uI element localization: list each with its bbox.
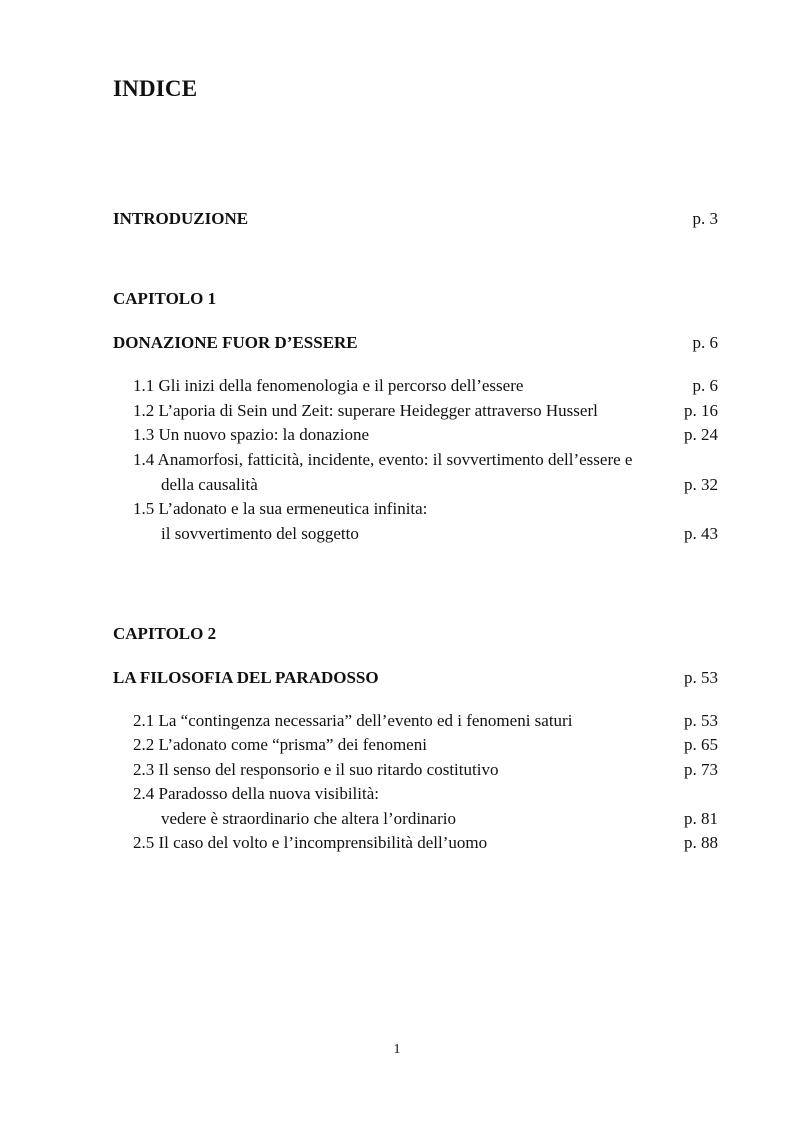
- toc-entry-1-4-page: p. 32: [684, 475, 718, 494]
- toc-entry-1-3: 1.3 Un nuovo spazio: la donazione: [133, 425, 370, 444]
- toc-entry-2-4-page: p. 81: [684, 809, 718, 828]
- toc-entry-2-4-cont: vedere è straordinario che altera l’ordinario: [161, 809, 456, 828]
- toc-entry-2-3: 2.3 Il senso del responsorio e il suo ritardo costitutivo: [133, 760, 499, 779]
- chapter1-heading-page: p. 6: [692, 333, 718, 352]
- toc-entry-2-1-page: p. 53: [684, 711, 718, 730]
- toc-entry-1-1-page: p. 6: [692, 376, 718, 395]
- toc-entry-2-3-page: p. 73: [684, 760, 718, 779]
- toc-entry-2-2: 2.2 L’adonato come “prisma” dei fenomeni: [133, 735, 427, 754]
- chapter1-label: CAPITOLO 1: [113, 289, 217, 308]
- footer-page-number: 1: [393, 1042, 401, 1057]
- toc-entry-2-1: 2.1 La “contingenza necessaria” dell’evento ed i fenomeni saturi: [133, 711, 573, 730]
- toc-entry-1-5: 1.5 L’adonato e la sua ermeneutica infinita:: [133, 499, 428, 518]
- toc-entry-1-4-cont: della causalità: [161, 475, 258, 494]
- toc-introduction-page: p. 3: [692, 209, 718, 228]
- chapter2-label: CAPITOLO 2: [113, 624, 217, 643]
- toc-entry-1-5-cont: il sovvertimento del soggetto: [161, 524, 359, 543]
- toc-entry-1-3-page: p. 24: [684, 425, 718, 444]
- chapter1-heading: DONAZIONE FUOR D’ESSERE: [113, 333, 358, 352]
- toc-entry-2-4: 2.4 Paradosso della nuova visibilità:: [133, 784, 379, 803]
- toc-entry-1-5-page: p. 43: [684, 524, 718, 543]
- toc-introduction-label: INTRODUZIONE: [113, 209, 249, 228]
- toc-entry-2-5: 2.5 Il caso del volto e l’incomprensibilità dell’uomo: [133, 833, 488, 852]
- chapter2-heading: LA FILOSOFIA DEL PARADOSSO: [113, 668, 379, 687]
- chapter2-heading-page: p. 53: [684, 668, 718, 687]
- toc-entry-2-5-page: p. 88: [684, 833, 718, 852]
- toc-entry-2-2-page: p. 65: [684, 735, 718, 754]
- toc-entry-1-1: 1.1 Gli inizi della fenomenologia e il percorso dell’essere: [133, 376, 524, 395]
- toc-entry-1-2: 1.2 L’aporia di Sein und Zeit: superare Heidegger attraverso Husserl: [133, 401, 598, 420]
- toc-entry-1-2-page: p. 16: [684, 401, 718, 420]
- toc-entry-1-4: 1.4 Anamorfosi, fatticità, incidente, evento: il sovvertimento dell’essere e: [133, 450, 633, 469]
- page-title: INDICE: [113, 76, 198, 101]
